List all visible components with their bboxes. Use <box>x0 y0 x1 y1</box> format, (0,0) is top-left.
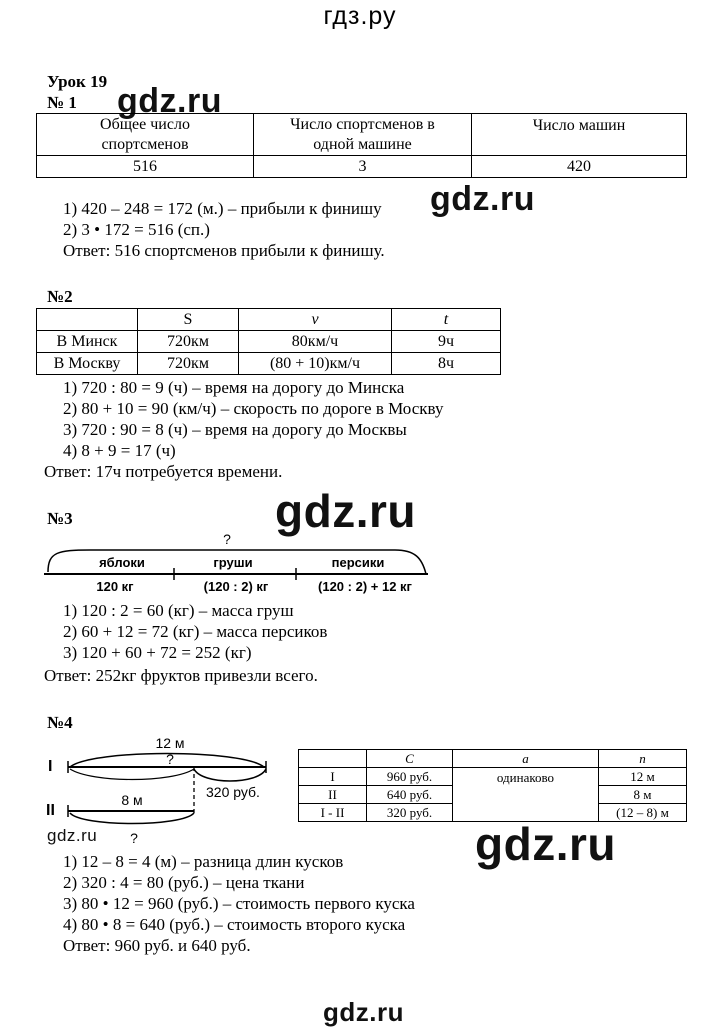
task4-cell: 12 м <box>599 768 687 786</box>
task2-cell: 720км <box>138 331 239 353</box>
task1-header-per-car: Число спортсменов в одной машине <box>290 115 435 153</box>
task4-top-length: 12 м <box>155 735 185 751</box>
task1-value-total: 516 <box>37 156 254 178</box>
task4-line: 3) 80 • 12 = 960 (руб.) – стоимость первого куска <box>63 894 415 913</box>
task4-number: №4 <box>47 713 73 732</box>
task2-number: №2 <box>47 287 73 306</box>
task3-value-peaches: (120 : 2) + 12 кг <box>318 579 412 594</box>
task3-value-apples: 120 кг <box>96 579 134 594</box>
task4-diff-brace <box>194 769 266 781</box>
task3-value-pears: (120 : 2) кг <box>203 579 269 594</box>
task3-answer: Ответ: 252кг фруктов привезли всего. <box>44 666 318 685</box>
task2-cell: В Минск <box>37 331 138 353</box>
lesson-title: Урок 19 <box>47 72 108 91</box>
task1-value-per-car: 3 <box>254 156 472 178</box>
task1-value-cars: 420 <box>472 156 687 178</box>
task4-cell: (12 – 8) м <box>599 804 687 822</box>
task1-table <box>36 113 687 178</box>
task2-cell: 720км <box>138 353 239 375</box>
task3-number: №3 <box>47 509 73 528</box>
task2-table <box>36 308 501 375</box>
task2-solution <box>63 377 443 461</box>
task1-header-cars: Число машин <box>532 117 626 134</box>
task2-cell: В Москву <box>37 353 138 375</box>
task2-header-t: t <box>392 309 501 331</box>
task4-line: 4) 80 • 8 = 640 (руб.) – стоимость второго куска <box>63 915 406 934</box>
task2-cell: 8ч <box>392 353 501 375</box>
task4-segment-diagram <box>42 735 292 847</box>
task3-question: ? <box>223 531 231 547</box>
task3-segment-diagram <box>40 530 440 596</box>
task4-question-2: ? <box>130 830 138 846</box>
task2-header-v: v <box>239 309 392 331</box>
task1-line: 2) 3 • 172 = 516 (сп.) <box>63 220 210 239</box>
task2-header-blank <box>37 309 138 331</box>
task1-solution <box>63 198 385 261</box>
task4-bottom-length: 8 м <box>121 792 143 808</box>
task2-header-s: S <box>138 309 239 331</box>
task4-q1-brace <box>70 769 194 780</box>
task3-line: 3) 120 + 60 + 72 = 252 (кг) <box>63 643 252 662</box>
task4-cell-same: одинаково <box>453 768 599 822</box>
task1-number: № 1 <box>47 93 77 112</box>
task4-header-a: a <box>453 750 599 768</box>
task3-segment-apples: яблоки <box>99 555 145 570</box>
task4-cell: II <box>299 786 367 804</box>
task2-cell: (80 + 10)км/ч <box>239 353 392 375</box>
task2-cell: 80км/ч <box>239 331 392 353</box>
task4-header-c: C <box>367 750 453 768</box>
task4-price: 320 руб. <box>206 784 260 800</box>
task3-line: 1) 120 : 2 = 60 (кг) – масса груш <box>63 601 294 620</box>
site-header: гдз.ру <box>323 2 397 30</box>
task4-solution <box>63 851 415 956</box>
task4-row1-label: I <box>48 758 53 775</box>
task4-cell: 8 м <box>599 786 687 804</box>
watermark-2: gdz.ru <box>430 180 535 218</box>
watermark-1: gdz.ru <box>117 82 222 120</box>
task1-header-total: Общее число спортсменов <box>100 115 190 153</box>
task4-cell: 320 руб. <box>367 804 453 822</box>
task2-line: 4) 8 + 9 = 17 (ч) <box>63 441 176 460</box>
task3-segment-pears: груши <box>213 555 253 570</box>
task4-table <box>298 749 687 822</box>
task1-line: 1) 420 – 248 = 172 (м.) – прибыли к финишу <box>63 199 382 218</box>
task3-line: 2) 60 + 12 = 72 (кг) – масса персиков <box>63 622 328 641</box>
watermark-4: gdz.ru <box>475 818 616 870</box>
watermark-6: gdz.ru <box>323 997 404 1027</box>
task2-line: 2) 80 + 10 = 90 (км/ч) – скорость по дороге в Москву <box>63 399 444 418</box>
task2-line: 1) 720 : 80 = 9 (ч) – время на дорогу до Минска <box>63 378 405 397</box>
task4-answer: Ответ: 960 руб. и 640 руб. <box>63 936 251 955</box>
task4-header-n: n <box>599 750 687 768</box>
task4-cell: 640 руб. <box>367 786 453 804</box>
task3-solution <box>63 600 327 663</box>
task4-header-blank <box>299 750 367 768</box>
task1-answer: Ответ: 516 спортсменов прибыли к финишу. <box>63 241 385 260</box>
task4-question-1: ? <box>166 751 174 767</box>
task4-bottom-brace <box>70 813 194 824</box>
task4-cell: I <box>299 768 367 786</box>
task4-cell: I - II <box>299 804 367 822</box>
task4-row2-label: II <box>46 802 55 819</box>
task4-line: 2) 320 : 4 = 80 (руб.) – цена ткани <box>63 873 305 892</box>
watermark-5: gdz.ru <box>47 826 98 845</box>
task4-line: 1) 12 – 8 = 4 (м) – разница длин кусков <box>63 852 344 871</box>
task2-cell: 9ч <box>392 331 501 353</box>
task2-answer: Ответ: 17ч потребуется времени. <box>44 462 283 481</box>
task2-line: 3) 720 : 90 = 8 (ч) – время на дорогу до Москвы <box>63 420 407 439</box>
watermark-3: gdz.ru <box>275 485 416 537</box>
task3-segment-peaches: персики <box>331 555 385 570</box>
task4-cell: 960 руб. <box>367 768 453 786</box>
